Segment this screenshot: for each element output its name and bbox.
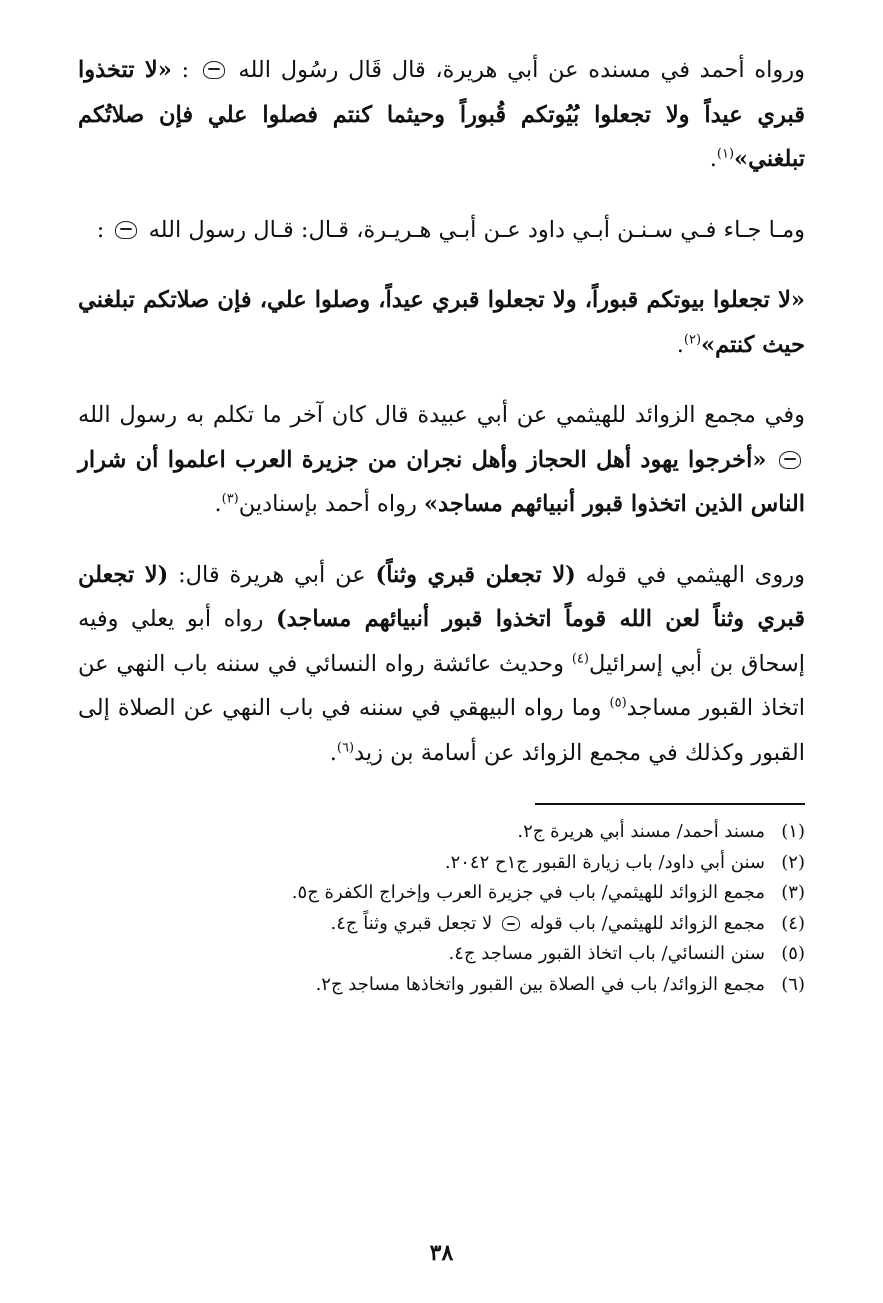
paragraph-1 xyxy=(78,48,805,182)
paragraph-2-hadith xyxy=(78,278,805,367)
para-2-hadith: «لا تجعلوا بيوتكم قبوراً، ولا تجعلوا قبري عيداً، وصلوا علي، فإن صلاتكم تبلغني حيث كنتم» xyxy=(78,287,805,358)
footnote-number: (٤) xyxy=(781,912,805,934)
para-3-hadith: «أخرجوا يهود أهل الحجاز وأهل نجران من جزيرة العرب اعلموا أن شرار الناس الذين اتخذوا قبور أنبيائهم مساجد» xyxy=(78,446,805,517)
para-4-after-3: وما رواه البيهقي في سننه في باب النهي عن الصلاة إلى القبور وكذلك في مجمع الزوائد عن أسامة بن زيد xyxy=(78,695,805,766)
para-4-end: . xyxy=(329,739,337,766)
footnotes-list xyxy=(78,817,805,1000)
page-body xyxy=(78,48,805,1000)
footnote-item xyxy=(78,939,805,970)
para-3-after: رواه أحمد بإسنادين xyxy=(238,491,417,517)
para-4-after-1: رواه أبو يعلي وفيه إسحاق بن أبي إسرائيل xyxy=(78,606,805,677)
para-3-intro: وفي مجمع الزوائد للهيثمي عن أبي عبيدة قال كان آخر ما تكلم به رسول الله xyxy=(78,402,805,428)
footnote-item xyxy=(78,878,805,909)
footnote-item xyxy=(78,848,805,879)
para-4-mid: عن أبي هريرة قال: xyxy=(178,561,366,588)
salawat-glyph-icon xyxy=(779,451,801,469)
salawat-glyph-icon xyxy=(115,221,137,239)
para-1-footnote-ref[interactable]: (١) xyxy=(716,146,735,162)
para-2-footnote-ref[interactable]: (٢) xyxy=(683,332,702,347)
footnote-text: مسند أحمد/ مسند أبي هريرة ج٢. xyxy=(517,821,765,842)
footnote-item xyxy=(78,970,805,1001)
footnote-number: (٦) xyxy=(781,973,805,995)
page-number: ٣٨ xyxy=(429,1240,454,1266)
para-1-end: . xyxy=(709,146,717,172)
footnote-item xyxy=(78,817,805,848)
para-3-end: . xyxy=(214,491,222,517)
para-4-footnote-ref-1[interactable]: (٤) xyxy=(571,651,589,666)
para-4-after-2: وحديث عائشة رواه النسائي في سننه باب النهي عن اتخاذ القبور مساجد xyxy=(78,650,805,721)
para-2-intro-colon: : xyxy=(96,216,105,243)
paragraph-2 xyxy=(78,208,805,253)
para-4-hadith: (لا تجعلن قبري وثناً لعن الله قوماً اتخذوا قبور أنبيائهم مساجد) xyxy=(78,561,805,632)
footnote-text: سنن النسائي/ باب اتخاذ القبور مساجد ج٤. xyxy=(448,943,765,964)
footnote-number: (٥) xyxy=(781,943,805,964)
footnote-text: مجمع الزوائد/ باب في الصلاة بين القبور واتخاذها مساجد ج٢. xyxy=(315,973,765,995)
para-1-intro: ورواه أحمد في مسنده عن أبي هريرة، قال قَال رسُول الله xyxy=(238,57,805,83)
footnote-text: سنن أبي داود/ باب زيارة القبور ج١ح ٢٠٤٢. xyxy=(444,851,765,873)
paragraph-3 xyxy=(78,393,805,527)
footnote-item xyxy=(78,909,805,940)
footnote-number: (٢) xyxy=(781,851,805,873)
paragraph-4 xyxy=(78,553,805,776)
footnote-number: (١) xyxy=(781,821,805,842)
para-1-hadith: «لا تتخذوا قبري عيداً ولا تجعلوا بُيُوتكم قُبوراً وحيثما كنتم فصلوا علي فإن صلاتُكم تبلغني» xyxy=(78,57,805,172)
footnote-text: مجمع الزوائد للهيثمي/ باب في جزيرة العرب وإخراج الكفرة ج٥. xyxy=(291,882,765,903)
footnote-divider xyxy=(535,803,805,805)
footnote-text xyxy=(330,909,765,940)
para-2-intro: ومـا جـاء فـي سـنـن أبـي داود عـن أبـي هـريـرة، قـال: قـال رسول الله xyxy=(148,216,805,243)
salawat-glyph-icon xyxy=(203,61,225,79)
salawat-glyph-icon xyxy=(502,916,520,931)
footnote-number: (٣) xyxy=(781,882,805,903)
footnote-text-after: لا تجعل قبري وثناً ج٤. xyxy=(330,912,493,934)
para-1-intro-colon: : xyxy=(181,57,190,83)
para-4-footnote-ref-2[interactable]: (٥) xyxy=(609,695,627,711)
para-4-quote: (لا تجعلن قبري وثناً) xyxy=(375,561,576,588)
para-3-footnote-ref[interactable]: (٣) xyxy=(221,491,239,507)
para-2-end: . xyxy=(676,331,684,358)
para-4-intro: وروى الهيثمي في قوله xyxy=(585,561,805,588)
footnote-text-before: مجمع الزوائد للهيثمي/ باب قوله xyxy=(529,912,765,934)
para-4-footnote-ref-3[interactable]: (٦) xyxy=(336,740,355,755)
